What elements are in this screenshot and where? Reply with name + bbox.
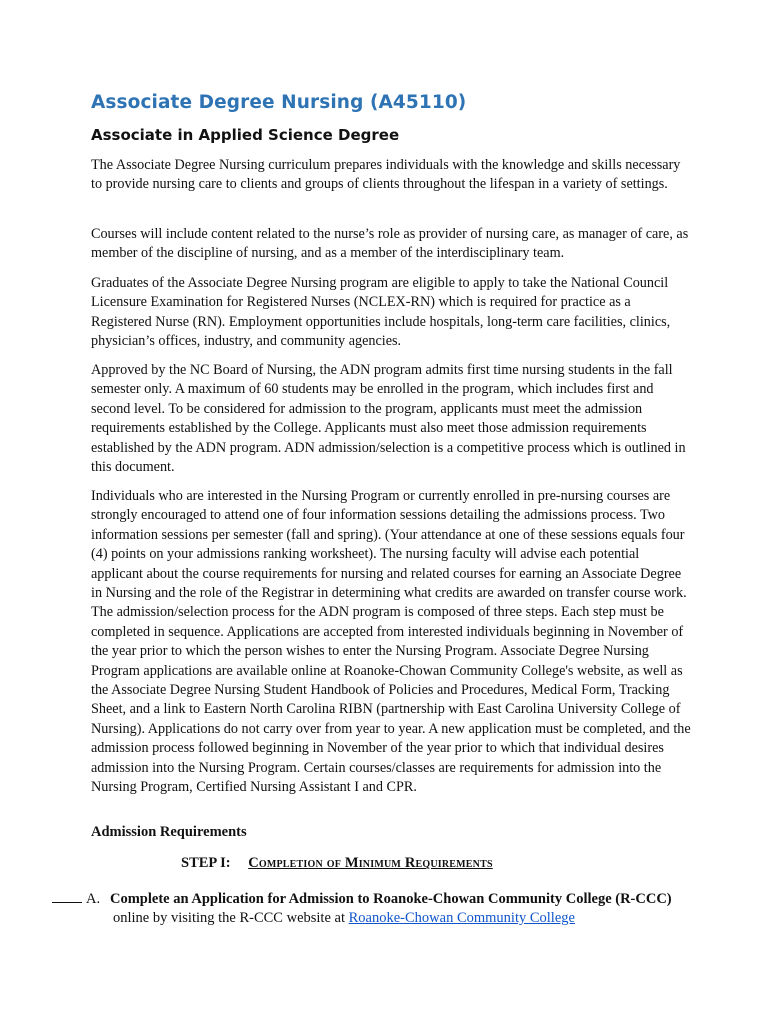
item-a-prefix: online by visiting the R-CCC website at [113,910,349,926]
document-subtitle: Associate in Applied Science Degree [91,126,400,144]
step-label: STEP I: [181,855,231,871]
paragraph-courses: Courses will include content related to the nurse’s role as provider of nursing care, as manager of care, as member of the discipline of nursing, and as a member of the interdisciplinary team. [91,226,689,262]
paragraph-approval: Approved by the NC Board of Nursing, the ADN program admits first time nursing students in the fall semester only. A maximum of 60 students may be enrolled in the program, which includes first and second level. To be considered for admission to the program, applicants must meet the admission requirements established by the College. Applicants must also meet those admission requirements established by the ADN program. ADN admission/selection is a competitive process which is outlined in this document. [91,362,686,476]
paragraph-info-sessions: Individuals who are interested in the Nursing Program or currently enrolled in pre-nursing courses are strongly encouraged to attend one of four information sessions detailing the admissions process. Two information sessions per semester (fall and spring). (Your attendance at one of these sessions equals four (4) points on your admissions ranking worksheet). The nursing faculty will advise each potential applicant about the course requirements for nursing and related courses for earning an Associate Degree in Nursing and the role of the Registrar in determining what credits are awarded on transfer course work. The admission/selection process for the ADN program is composed of three steps. Each step must be completed in sequence. Applications are accepted from interested individuals beginning in November of the year prior to which the person wishes to enter the Nursing Program. Associate Degree Nursing Program applications are available online at Roanoke-Chowan Community College's website, as well as the Associate Degree Nursing Student Handbook of Policies and Procedures, Medical Form, Tracking Sheet, and a link to Eastern North Carolina RIBN (partnership with East Carolina University College of Nursing). Applications do not carry over from year to year. A new application must be completed, and the admission process followed beginning in November of the year prior to which that individual desires admission into the Nursing Program. Certain courses/classes are requirements for admission into the Nursing Program, Certified Nursing Assistant I and CPR. [91,488,691,796]
paragraph-curriculum: The Associate Degree Nursing curriculum prepares individuals with the knowledge and skills necessary to provide nursing care to clients and groups of clients throughout the lifespan in a variety of settings. [91,157,681,193]
document-title: Associate Degree Nursing (A45110) [91,92,467,113]
item-a-second-line [52,909,732,928]
requirement-item-a [52,890,732,928]
item-letter: A. [86,891,101,907]
checkbox-blank-line[interactable] [52,890,82,903]
step-heading [181,855,493,872]
step-title: Completion of Minimum Requirements [248,855,493,871]
paragraph-graduates: Graduates of the Associate Degree Nursing program are eligible to apply to take the National Council Licensure Examination for Registered Nurses (NCLEX-RN) which is required for practice as a Registered Nurse (RN). Employment opportunities include hospitals, long-term care facilities, clinics, physician’s offices, industry, and community agencies. [91,275,671,350]
item-a-bold-text: Complete an Application for Admission to Roanoke-Chowan Community College (R-CCC) [110,891,672,907]
admission-requirements-heading: Admission Requirements [91,824,247,840]
rccc-website-link[interactable]: Roanoke-Chowan Community College [348,910,575,926]
